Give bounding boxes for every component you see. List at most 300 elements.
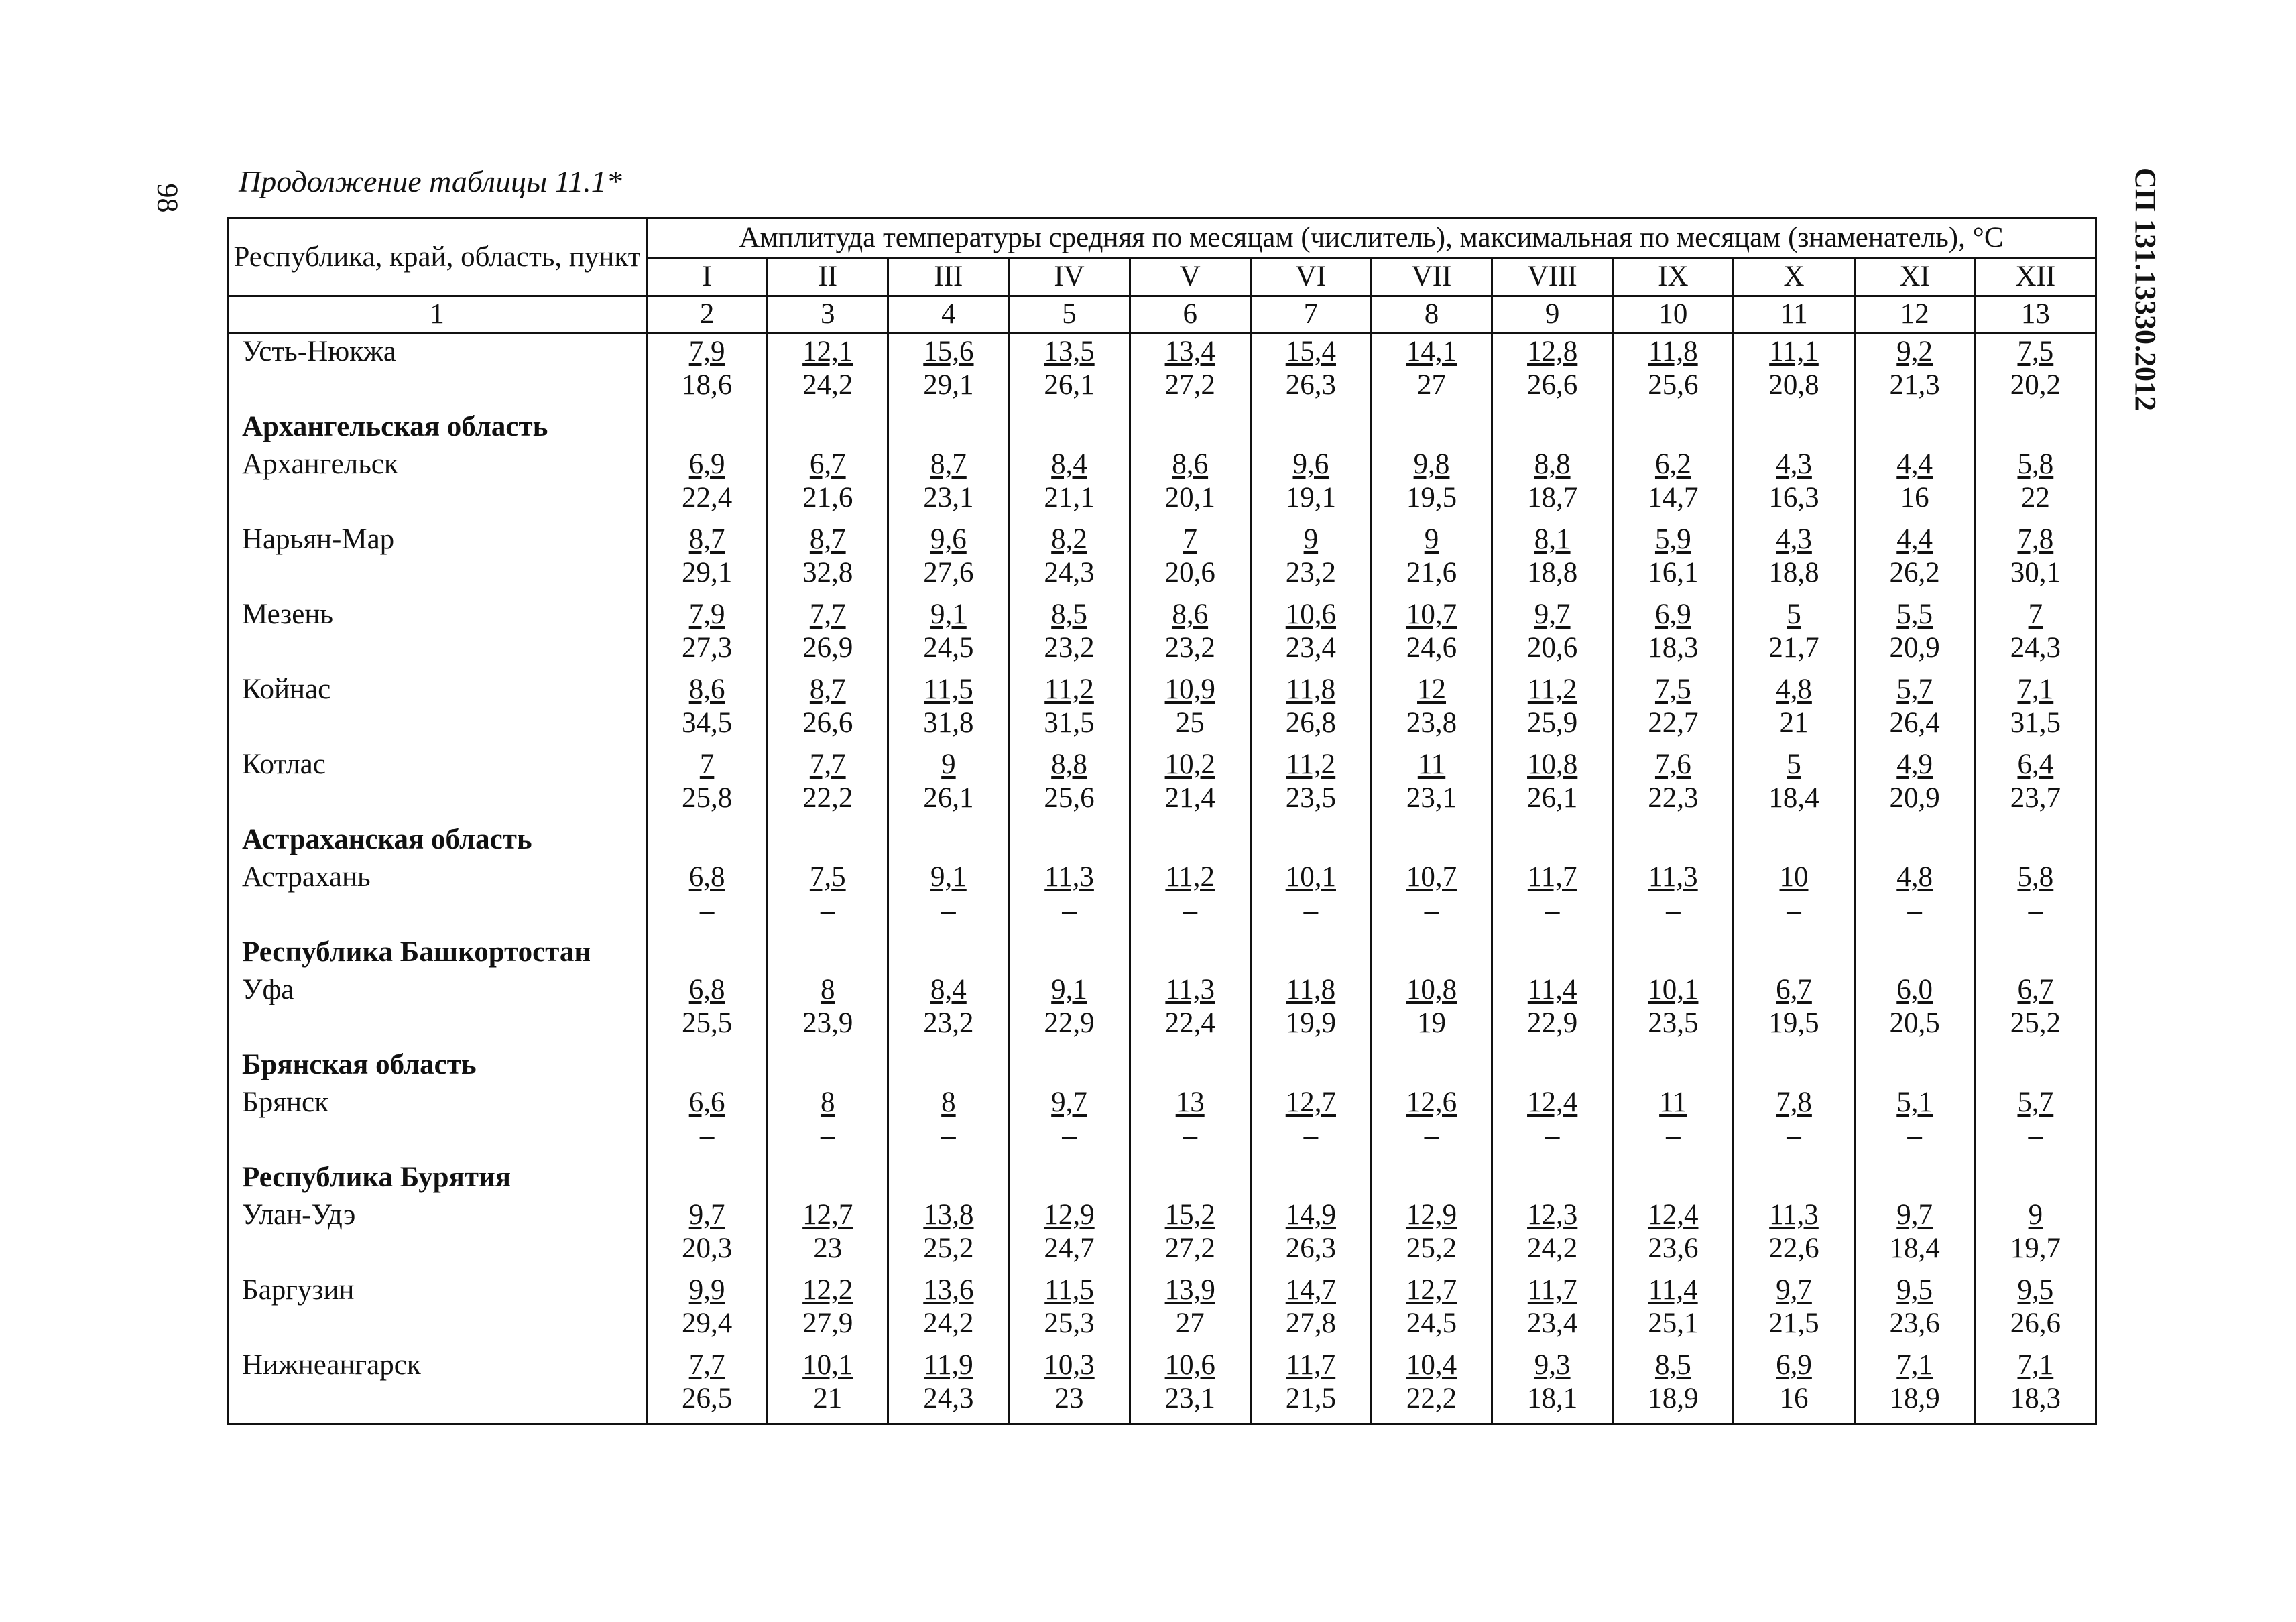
value-cell (1371, 1198, 1492, 1273)
max-amplitude: 21,5 (1768, 1308, 1819, 1339)
max-amplitude: 23,2 (1164, 632, 1215, 664)
mean-amplitude: 4,8 (1896, 861, 1933, 893)
table-row (228, 597, 2096, 672)
column-number: 2 (647, 296, 768, 334)
max-amplitude: 20,5 (1889, 1007, 1940, 1039)
month-header: I (647, 258, 768, 296)
value-cell (768, 333, 888, 410)
empty-cell (1975, 1160, 2096, 1198)
max-amplitude: – (1787, 895, 1801, 926)
mean-amplitude: 12,3 (1527, 1199, 1578, 1231)
mean-amplitude: 6,7 (1776, 974, 1812, 1005)
max-amplitude: 34,5 (681, 707, 733, 739)
empty-cell (1492, 410, 1613, 447)
mean-amplitude: 10,1 (1285, 861, 1336, 893)
empty-cell (1854, 822, 1975, 860)
mean-amplitude: 8,1 (1534, 523, 1571, 555)
empty-cell (768, 410, 888, 447)
empty-cell (1009, 822, 1130, 860)
max-amplitude: 26,9 (802, 632, 853, 664)
max-amplitude: 27,8 (1285, 1308, 1336, 1339)
mean-amplitude: 9,5 (2017, 1274, 2054, 1306)
empty-cell (1854, 935, 1975, 973)
empty-cell (888, 822, 1009, 860)
mean-amplitude: 12,7 (1285, 1086, 1336, 1118)
value-cell (1613, 747, 1734, 822)
mean-amplitude: 9,9 (688, 1274, 725, 1306)
max-amplitude: 22,3 (1648, 782, 1699, 814)
value-cell (1975, 1348, 2096, 1424)
value-cell (1613, 522, 1734, 597)
value-cell (1854, 522, 1975, 597)
max-amplitude: 20,3 (681, 1233, 733, 1264)
mean-amplitude: 12,7 (802, 1199, 853, 1231)
value-cell (1734, 1085, 1854, 1160)
value-cell (1975, 860, 2096, 935)
value-cell (1492, 1198, 1613, 1273)
mean-amplitude: 10,7 (1406, 599, 1457, 630)
max-amplitude: 26,4 (1889, 707, 1940, 739)
empty-cell (1371, 1160, 1492, 1198)
value-cell (1975, 1198, 2096, 1273)
empty-cell (1250, 1048, 1371, 1085)
value-cell (768, 747, 888, 822)
max-amplitude: 18,3 (1648, 632, 1699, 664)
mean-amplitude: 13,9 (1164, 1274, 1215, 1306)
mean-amplitude: 6,9 (1776, 1349, 1812, 1381)
max-amplitude: 23,4 (1527, 1308, 1578, 1339)
empty-cell (888, 1160, 1009, 1198)
max-amplitude: 21,6 (1406, 557, 1457, 588)
mean-amplitude: 8,2 (1051, 523, 1087, 555)
max-amplitude: 23,1 (923, 482, 974, 513)
empty-cell (1975, 822, 2096, 860)
max-amplitude: 25,2 (1406, 1233, 1457, 1264)
value-cell (1130, 1198, 1250, 1273)
value-cell (1854, 597, 1975, 672)
mean-amplitude: 7,7 (809, 749, 846, 780)
empty-cell (1371, 935, 1492, 973)
mean-amplitude: 6,8 (688, 974, 725, 1005)
max-amplitude: 31,5 (2010, 707, 2061, 739)
mean-amplitude: 12,1 (802, 336, 853, 367)
value-cell (1975, 447, 2096, 522)
max-amplitude: 23,6 (1889, 1308, 1940, 1339)
value-cell (1009, 747, 1130, 822)
mean-amplitude: 12,2 (802, 1274, 853, 1306)
max-amplitude: 26,1 (1527, 782, 1578, 814)
mean-amplitude: 5,8 (2017, 448, 2054, 480)
value-cell (1492, 522, 1613, 597)
mean-amplitude: 9,5 (1896, 1274, 1933, 1306)
mean-amplitude: 10,6 (1285, 599, 1336, 630)
mean-amplitude: 6,8 (688, 861, 725, 893)
value-cell (1130, 672, 1250, 747)
city-name: Усть-Нюкжа (228, 333, 647, 410)
empty-cell (1371, 822, 1492, 860)
column-number: 1 (228, 296, 647, 334)
max-amplitude: 22,6 (1768, 1233, 1819, 1264)
value-cell (888, 1273, 1009, 1348)
value-cell (1734, 522, 1854, 597)
max-amplitude: – (941, 1120, 956, 1151)
max-amplitude: – (1666, 895, 1681, 926)
value-cell (1492, 1348, 1613, 1424)
column-number: 7 (1250, 296, 1371, 334)
value-cell (1975, 597, 2096, 672)
max-amplitude: 20,6 (1164, 557, 1215, 588)
city-name: Нарьян-Мар (228, 522, 647, 597)
max-amplitude: 23,5 (1648, 1007, 1699, 1039)
empty-cell (647, 822, 768, 860)
mean-amplitude: 9,1 (930, 861, 967, 893)
max-amplitude: 29,4 (681, 1308, 733, 1339)
value-cell (647, 333, 768, 410)
max-amplitude: 18,8 (1768, 557, 1819, 588)
max-amplitude: 23,5 (1285, 782, 1336, 814)
value-cell (1250, 1198, 1371, 1273)
max-amplitude: 24,2 (1527, 1233, 1578, 1264)
value-cell (1009, 860, 1130, 935)
empty-cell (1854, 410, 1975, 447)
max-amplitude: 19,1 (1285, 482, 1336, 513)
max-amplitude: 22 (2020, 482, 2050, 513)
max-amplitude: 18,1 (1527, 1383, 1578, 1414)
mean-amplitude: 11,8 (1648, 336, 1698, 367)
mean-amplitude: 15,6 (923, 336, 974, 367)
table-caption: Продолжение таблицы 11.1* (239, 164, 622, 198)
max-amplitude: 23,6 (1648, 1233, 1699, 1264)
empty-cell (1975, 410, 2096, 447)
month-header: IV (1009, 258, 1130, 296)
mean-amplitude: 6,9 (688, 448, 725, 480)
value-cell (1613, 1348, 1734, 1424)
mean-amplitude: 9,3 (1534, 1349, 1571, 1381)
mean-amplitude: 7,5 (1654, 674, 1691, 705)
mean-amplitude: 8,6 (1172, 599, 1209, 630)
mean-amplitude: 8,7 (688, 523, 725, 555)
empty-cell (1130, 410, 1250, 447)
max-amplitude: 29,1 (923, 369, 974, 401)
value-cell (1371, 333, 1492, 410)
max-amplitude: – (820, 895, 835, 926)
max-amplitude: – (820, 1120, 835, 1151)
value-cell (1130, 860, 1250, 935)
max-amplitude: 24,6 (1406, 632, 1457, 664)
value-cell (1371, 447, 1492, 522)
mean-amplitude: 4,4 (1896, 448, 1933, 480)
value-cell (1492, 1273, 1613, 1348)
mean-amplitude: 6,7 (809, 448, 846, 480)
column-number: 11 (1734, 296, 1854, 334)
empty-cell (1613, 1160, 1734, 1198)
max-amplitude: 18,9 (1889, 1383, 1940, 1414)
value-cell (1371, 597, 1492, 672)
empty-cell (1130, 935, 1250, 973)
mean-amplitude: 8,7 (809, 674, 846, 705)
value-cell (768, 973, 888, 1048)
empty-cell (1371, 410, 1492, 447)
value-cell (888, 1348, 1009, 1424)
mean-amplitude: 8 (820, 974, 835, 1005)
mean-amplitude: 11,3 (1044, 861, 1094, 893)
city-name: Котлас (228, 747, 647, 822)
mean-amplitude: 10,8 (1527, 749, 1578, 780)
max-amplitude: 24,2 (923, 1308, 974, 1339)
empty-cell (1613, 410, 1734, 447)
max-amplitude: – (2028, 1120, 2043, 1151)
max-amplitude: 25,1 (1648, 1308, 1699, 1339)
value-cell (647, 1085, 768, 1160)
max-amplitude: 19,9 (1285, 1007, 1336, 1039)
value-cell (1250, 522, 1371, 597)
value-cell (768, 860, 888, 935)
value-cell (1130, 747, 1250, 822)
value-cell (1130, 1348, 1250, 1424)
max-amplitude: 31,5 (1044, 707, 1095, 739)
mean-amplitude: 9,7 (1776, 1274, 1812, 1306)
month-header: VIII (1492, 258, 1613, 296)
mean-amplitude: 12,4 (1648, 1199, 1699, 1231)
max-amplitude: 27,6 (923, 557, 974, 588)
max-amplitude: 25 (1175, 707, 1205, 739)
mean-amplitude: 5,7 (2017, 1086, 2054, 1118)
table-row (228, 747, 2096, 822)
empty-cell (768, 1160, 888, 1198)
max-amplitude: 18,4 (1889, 1233, 1940, 1264)
max-amplitude: 22,7 (1648, 707, 1699, 739)
mean-amplitude: 7 (1183, 523, 1197, 555)
max-amplitude: 14,7 (1648, 482, 1699, 513)
value-cell (1250, 973, 1371, 1048)
max-amplitude: 26,6 (802, 707, 853, 739)
max-amplitude: 23,1 (1406, 782, 1457, 814)
mean-amplitude: 7,1 (2017, 1349, 2054, 1381)
empty-cell (768, 935, 888, 973)
city-name: Койнас (228, 672, 647, 747)
mean-amplitude: 13 (1175, 1086, 1205, 1118)
table-row (228, 447, 2096, 522)
max-amplitude: 24,2 (802, 369, 853, 401)
value-cell (1854, 860, 1975, 935)
empty-cell (1613, 822, 1734, 860)
empty-cell (1130, 1160, 1250, 1198)
max-amplitude: – (1424, 1120, 1439, 1151)
mean-amplitude: 5,1 (1896, 1086, 1933, 1118)
page-number: 98 (151, 183, 184, 213)
table-row (228, 1348, 2096, 1424)
value-cell (768, 522, 888, 597)
value-cell (768, 1273, 888, 1348)
city-name: Брянск (228, 1085, 647, 1160)
mean-amplitude: 11,7 (1527, 861, 1577, 893)
max-amplitude: – (1666, 1120, 1681, 1151)
mean-amplitude: 6,2 (1654, 448, 1691, 480)
month-header: VI (1250, 258, 1371, 296)
mean-amplitude: 12,7 (1406, 1274, 1457, 1306)
value-cell (1371, 747, 1492, 822)
empty-cell (1854, 1048, 1975, 1085)
value-cell (1854, 333, 1975, 410)
value-cell (1975, 973, 2096, 1048)
value-cell (1734, 747, 1854, 822)
value-cell (1492, 672, 1613, 747)
max-amplitude: 31,8 (923, 707, 974, 739)
column-number: 13 (1975, 296, 2096, 334)
empty-cell (1009, 410, 1130, 447)
value-cell (1492, 333, 1613, 410)
empty-cell (1734, 1048, 1854, 1085)
mean-amplitude: 8,8 (1534, 448, 1571, 480)
max-amplitude: 23,2 (1285, 557, 1336, 588)
mean-amplitude: 4,3 (1776, 448, 1812, 480)
mean-amplitude: 8 (941, 1086, 956, 1118)
table-body (228, 333, 2096, 1424)
empty-cell (647, 1160, 768, 1198)
value-cell (888, 747, 1009, 822)
mean-amplitude: 8,7 (809, 523, 846, 555)
mean-amplitude: 4,9 (1896, 749, 1933, 780)
value-cell (1734, 1273, 1854, 1348)
mean-amplitude: 9,6 (930, 523, 967, 555)
mean-amplitude: 9 (941, 749, 956, 780)
empty-cell (1613, 935, 1734, 973)
column-number: 9 (1492, 296, 1613, 334)
max-amplitude: 25,6 (1044, 782, 1095, 814)
value-cell (768, 1348, 888, 1424)
value-cell (1009, 1348, 1130, 1424)
mean-amplitude: 11,8 (1286, 974, 1336, 1005)
max-amplitude: – (1183, 1120, 1197, 1151)
value-cell (768, 447, 888, 522)
max-amplitude: 22,4 (681, 482, 733, 513)
max-amplitude: 18,8 (1527, 557, 1578, 588)
value-cell (1734, 597, 1854, 672)
value-cell (647, 672, 768, 747)
max-amplitude: 26,6 (1527, 369, 1578, 401)
mean-amplitude: 11,5 (924, 674, 973, 705)
empty-cell (1009, 1048, 1130, 1085)
max-amplitude: 18,7 (1527, 482, 1578, 513)
mean-amplitude: 9 (1303, 523, 1319, 555)
mean-amplitude: 14,7 (1285, 1274, 1336, 1306)
empty-cell (1734, 822, 1854, 860)
value-cell (1250, 333, 1371, 410)
empty-cell (888, 410, 1009, 447)
value-cell (1975, 747, 2096, 822)
region-row (228, 822, 2096, 860)
max-amplitude: 24,3 (1044, 557, 1095, 588)
mean-amplitude: 10,2 (1164, 749, 1215, 780)
region-row (228, 1048, 2096, 1085)
value-cell (1009, 1273, 1130, 1348)
max-amplitude: 21,6 (802, 482, 853, 513)
value-cell (1734, 973, 1854, 1048)
mean-amplitude: 11,9 (924, 1349, 973, 1381)
value-cell (1371, 973, 1492, 1048)
mean-amplitude: 12,8 (1527, 336, 1578, 367)
mean-amplitude: 8,4 (930, 974, 967, 1005)
max-amplitude: 20,9 (1889, 632, 1940, 664)
value-cell (647, 447, 768, 522)
value-cell (888, 333, 1009, 410)
value-cell (1854, 747, 1975, 822)
mean-amplitude: 12,9 (1406, 1199, 1457, 1231)
max-amplitude: – (1907, 895, 1922, 926)
mean-amplitude: 11,7 (1527, 1274, 1577, 1306)
max-amplitude: 20,8 (1768, 369, 1819, 401)
max-amplitude: 23,2 (1044, 632, 1095, 664)
max-amplitude: – (1424, 895, 1439, 926)
mean-amplitude: 11,2 (1165, 861, 1215, 893)
mean-amplitude: 11,2 (1286, 749, 1336, 780)
max-amplitude: 21 (1779, 707, 1809, 739)
month-header: IX (1613, 258, 1734, 296)
column-number: 8 (1371, 296, 1492, 334)
mean-amplitude: 10,3 (1044, 1349, 1095, 1381)
max-amplitude: 23,2 (923, 1007, 974, 1039)
mean-amplitude: 11,2 (1527, 674, 1577, 705)
value-cell (1854, 1085, 1975, 1160)
max-amplitude: 22,2 (802, 782, 853, 814)
max-amplitude: – (941, 895, 956, 926)
max-amplitude: 21,7 (1768, 632, 1819, 664)
table-row (228, 1198, 2096, 1273)
mean-amplitude: 15,2 (1164, 1199, 1215, 1231)
value-cell (1492, 1085, 1613, 1160)
max-amplitude: 26,3 (1285, 369, 1336, 401)
column-number: 10 (1613, 296, 1734, 334)
mean-amplitude: 15,4 (1285, 336, 1336, 367)
column-number: 12 (1854, 296, 1975, 334)
region-row (228, 1160, 2096, 1198)
value-cell (1130, 1273, 1250, 1348)
mean-amplitude: 13,6 (923, 1274, 974, 1306)
value-cell (888, 597, 1009, 672)
empty-cell (1492, 1048, 1613, 1085)
mean-amplitude: 10,4 (1406, 1349, 1457, 1381)
max-amplitude: 25,5 (681, 1007, 733, 1039)
value-cell (768, 597, 888, 672)
value-cell (647, 522, 768, 597)
empty-cell (768, 822, 888, 860)
value-cell (1130, 1085, 1250, 1160)
value-cell (888, 973, 1009, 1048)
empty-cell (647, 935, 768, 973)
mean-amplitude: 7 (699, 749, 715, 780)
mean-amplitude: 10,1 (1648, 974, 1699, 1005)
mean-amplitude: 11,4 (1648, 1274, 1698, 1306)
region-name: Брянская область (228, 1048, 647, 1085)
value-cell (768, 672, 888, 747)
value-cell (1371, 1085, 1492, 1160)
max-amplitude: 19,5 (1768, 1007, 1819, 1039)
mean-amplitude: 5,5 (1896, 599, 1933, 630)
mean-amplitude: 11,8 (1286, 674, 1336, 705)
value-cell (888, 522, 1009, 597)
max-amplitude: 27,9 (802, 1308, 853, 1339)
mean-amplitude: 7,5 (2017, 336, 2054, 367)
max-amplitude: 26,5 (681, 1383, 733, 1414)
mean-amplitude: 8,5 (1654, 1349, 1691, 1381)
mean-amplitude: 12,4 (1527, 1086, 1578, 1118)
value-cell (1009, 447, 1130, 522)
max-amplitude: – (2028, 895, 2043, 926)
mean-amplitude: 4,3 (1776, 523, 1812, 555)
value-cell (1734, 1348, 1854, 1424)
max-amplitude: 23,7 (2010, 782, 2061, 814)
empty-cell (1734, 935, 1854, 973)
